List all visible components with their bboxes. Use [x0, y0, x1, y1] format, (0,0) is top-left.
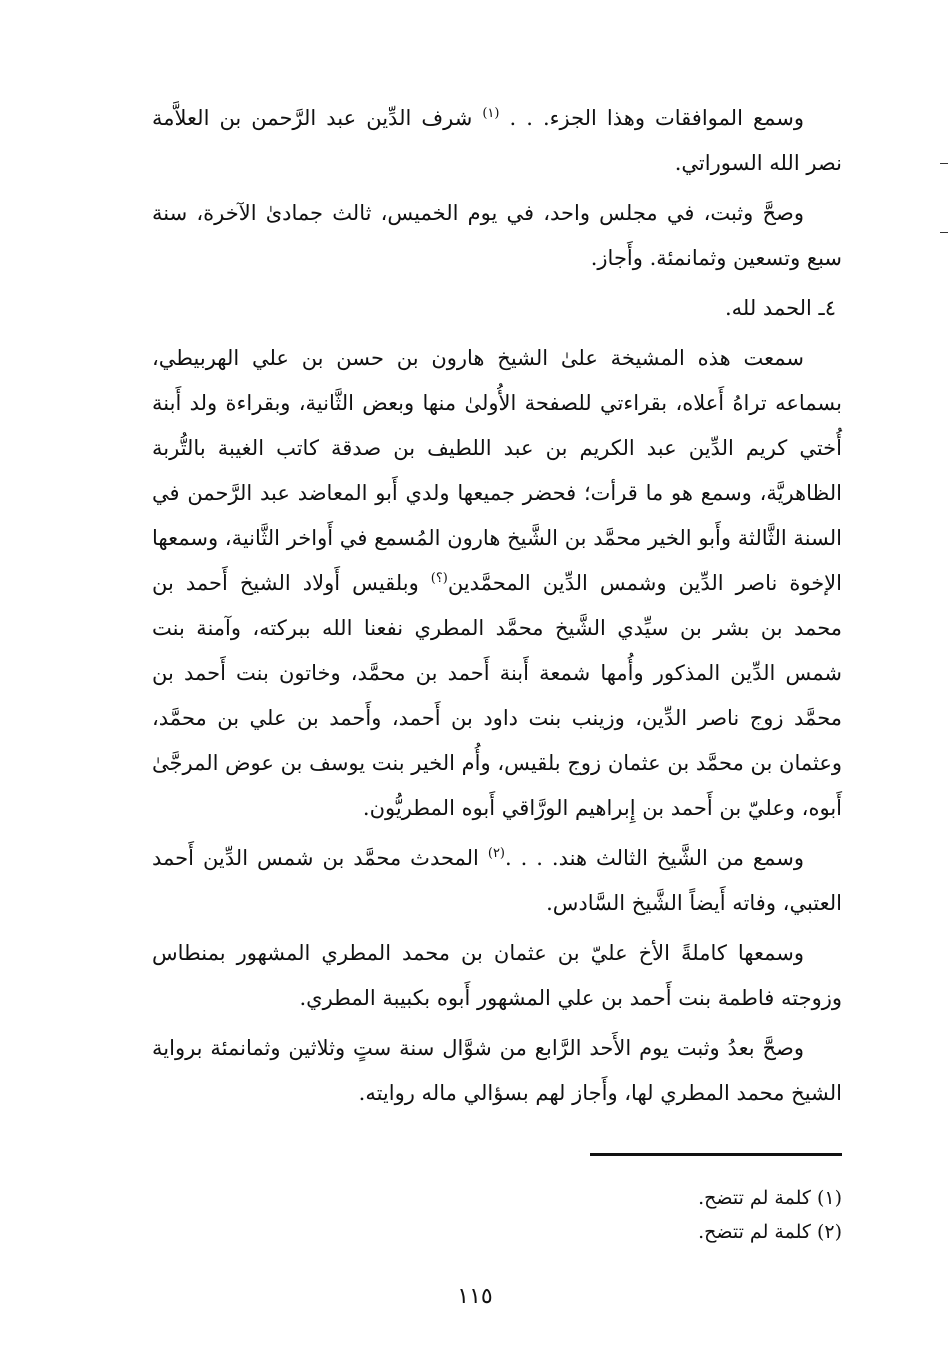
- paragraph-7: وصحَّ بعدُ وثبت يوم الأَحد الرَّابع من شوَّال سنة ستٍ وثلاثين وثمانمئة برواية الشيخ محمد المطري لها، وأَجاز لهم بسؤالي ماله روايته.: [152, 1036, 842, 1105]
- section-heading: ٤ـ الحمد لله.: [724, 296, 836, 320]
- footnotes: [452, 1181, 842, 1249]
- footnote-ref-1: (١): [482, 106, 500, 121]
- footnote-separator-rule: [590, 1153, 842, 1156]
- footnote-1: (١) كلمة لم تتضح.: [698, 1187, 842, 1209]
- footnote-ref-query: (؟): [430, 571, 448, 586]
- paragraph-1-part-a: وسمع الموافقات وهذا الجزء. . .: [499, 106, 804, 130]
- paragraph-6: وسمعها كاملةً الأخ عليّ بن عثمان بن محمد المطري المشهور بمنطاس وزوجته فاطمة بنت أَحمد بن علي المشهور أَبوه بكبيبة المطري.: [152, 941, 842, 1010]
- page-number: ١١٥: [457, 1284, 493, 1309]
- main-text: [152, 96, 842, 1121]
- paragraph-4: [152, 336, 842, 831]
- paragraph-5-part-b: المحدث محمَّد بن شمس الدِّين أَحمد العتبي، وفاته أَيضاً الشَّيخ السَّادس.: [152, 846, 842, 915]
- paragraph-4-part-a: سمعت هذه المشيخة علىٰ الشيخ هارون بن حسن بن علي الهربيطي، بسماعه تراهُ أَعلاه، بقراءتي للصفحة الأُولىٰ منها وبعض الثَّانية، وبقراءة ولد أَبنة أُختي كريم الدِّين عبد الكريم بن عبد اللطيف بن صدقة كاتب الغيبة بالتُّربة الظاهريَّة، وسمع هو ما قرأت؛ فحضر جميعها ولدي أَبو المعاضد عبد الرَّحمن في السنة الثَّالثة وأَبو الخير محمَّد بن الشَّيخ هارون المُسمع في أَواخر الثَّانية، وسمعها الإخوة ناصر الدِّين وشمس الدِّين المحمَّدين: [152, 346, 842, 595]
- paragraph-5: [152, 836, 842, 926]
- margin-mark: [940, 232, 948, 233]
- footnote-ref-2: (٢): [487, 846, 505, 861]
- paragraph-4-part-b: وبلقيس أَولاد الشيخ أَحمد بن محمد بن بشر بن سيِّدي الشَّيخ محمَّد المطري نفعنا الله ببركته، وآمنة بنت شمس الدِّين المذكور وأُمها شمعة أَبنة أَحمد بن محمَّد، وخاتون بنت أَحمد بن محمَّد زوج ناصر الدِّين، وزينب بنت داود بن أَحمد، وأَحمد بن علي بن محمَّد، وعثمان بن محمَّد بن عثمان زوج بلقيس، وأُم الخير بنت يوسف بن عوض المرجَّىٰ أَبوه، وعليّ بن أَحمد بن إِبراهيم الورَّاقي أَبوه المطريُّون.: [152, 571, 842, 820]
- margin-mark: [940, 163, 948, 164]
- paragraph-5-part-a: وسمع من الشَّيخ الثالث هند. . . .: [505, 846, 804, 870]
- paragraph-1-part-b: شرف الدِّين عبد الرَّحمن بن العلاَّمة نصر الله السوراتي.: [152, 106, 842, 175]
- footnote-2: (٢) كلمة لم تتضح.: [698, 1221, 842, 1243]
- paragraph-2: وصحَّ وثبت، في مجلس واحد، في يوم الخميس، ثالث جمادىٰ الآخرة، سنة سبع وتسعين وثمانمئة. وأَجاز.: [152, 201, 842, 270]
- paragraph-1: [152, 96, 842, 186]
